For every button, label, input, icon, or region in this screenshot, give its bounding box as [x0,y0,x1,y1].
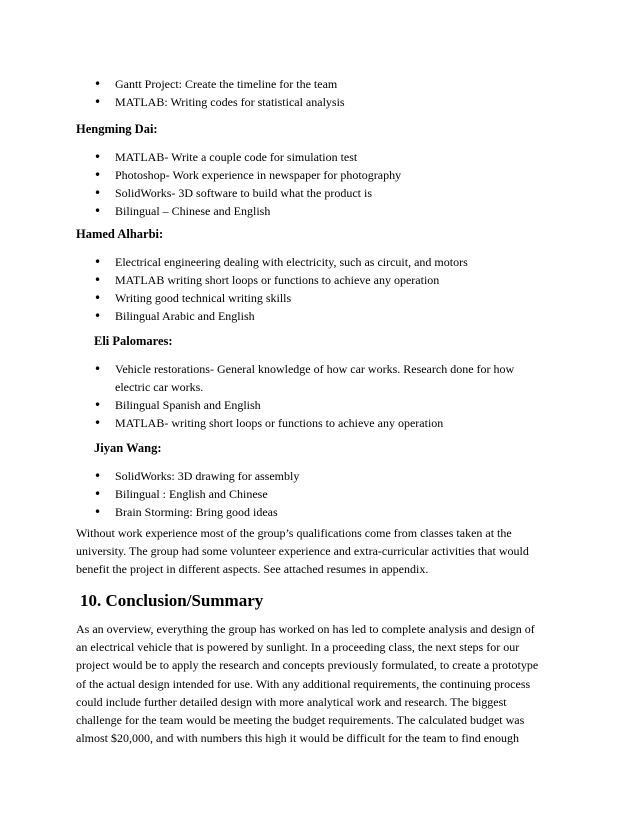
paragraph-line: challenge for the team would be meeting the budget requirements. The calculated budget was [76,713,525,728]
list-item: • Vehicle restorations- General knowledge of how car works. Research done for how [94,360,514,378]
paragraph-line: of the actual design intended for use. With any additional requirements, the continuing process [76,676,531,691]
paragraph-line: could include further detailed design with more analytical work and research. The biggest [76,694,507,709]
member-name-hamed-alharbi: Hamed Alharbi: [76,227,164,241]
list-item: • Bilingual Spanish and English [94,396,514,414]
member-name-eli-palomares: Eli Palomares: [94,334,173,348]
paragraph-line: As an overview, everything the group has worked on has led to complete analysis and design of [76,622,535,636]
jiyan-wang-skills-list [94,467,299,521]
member-name-jiyan-wang: Jiyan Wang: [94,441,162,455]
paragraph-line: an electrical vehicle that is powered by sunlight. In a proceeding class, the next steps for our [76,640,520,655]
list-item: • Photoshop- Work experience in newspaper for photography [94,166,401,184]
section-heading-conclusion: 10. Conclusion/Summary [80,591,264,610]
list-item: • Electrical engineering dealing with electricity, such as circuit, and motors [94,253,468,271]
list-item: • Brain Storming: Bring good ideas [94,503,299,521]
list-item: • Bilingual Arabic and English [94,307,468,325]
paragraph-line: Without work experience most of the group’s qualifications come from classes taken at the [76,526,512,540]
list-item: • MATLAB- writing short loops or functions to achieve any operation [94,414,514,432]
list-item: • Writing good technical writing skills [94,289,468,307]
conclusion-paragraph [76,620,566,747]
top-bullet-list [94,75,345,111]
list-item: • MATLAB writing short loops or functions to achieve any operation [94,271,468,289]
list-item: • SolidWorks- 3D software to build what the product is [94,184,401,202]
list-item: • Gantt Project: Create the timeline for the team [94,75,345,93]
hengming-dai-skills-list [94,148,401,220]
qualifications-paragraph [76,524,566,579]
eli-palomares-skills-list [94,360,514,432]
paragraph-line: project would be to apply the research and concepts previously formulated, to create a prototype [76,658,539,673]
list-item: • Bilingual : English and Chinese [94,485,299,503]
list-item: • Bilingual – Chinese and English [94,202,401,220]
paragraph-line: benefit the project in different aspects. See attached resumes in appendix. [76,562,429,577]
list-item-continuation: electric car works. [115,380,204,394]
list-item: • MATLAB: Writing codes for statistical analysis [94,93,345,111]
list-item: • MATLAB- Write a couple code for simulation test [94,148,401,166]
paragraph-line: almost $20,000, and with numbers this high it would be difficult for the team to find enough [76,731,520,746]
hamed-alharbi-skills-list [94,253,468,325]
member-name-hengming-dai: Hengming Dai: [76,122,158,136]
paragraph-line: university. The group had some volunteer experience and extra-curricular activities that would [76,544,529,559]
list-item: • SolidWorks: 3D drawing for assembly [94,467,299,485]
